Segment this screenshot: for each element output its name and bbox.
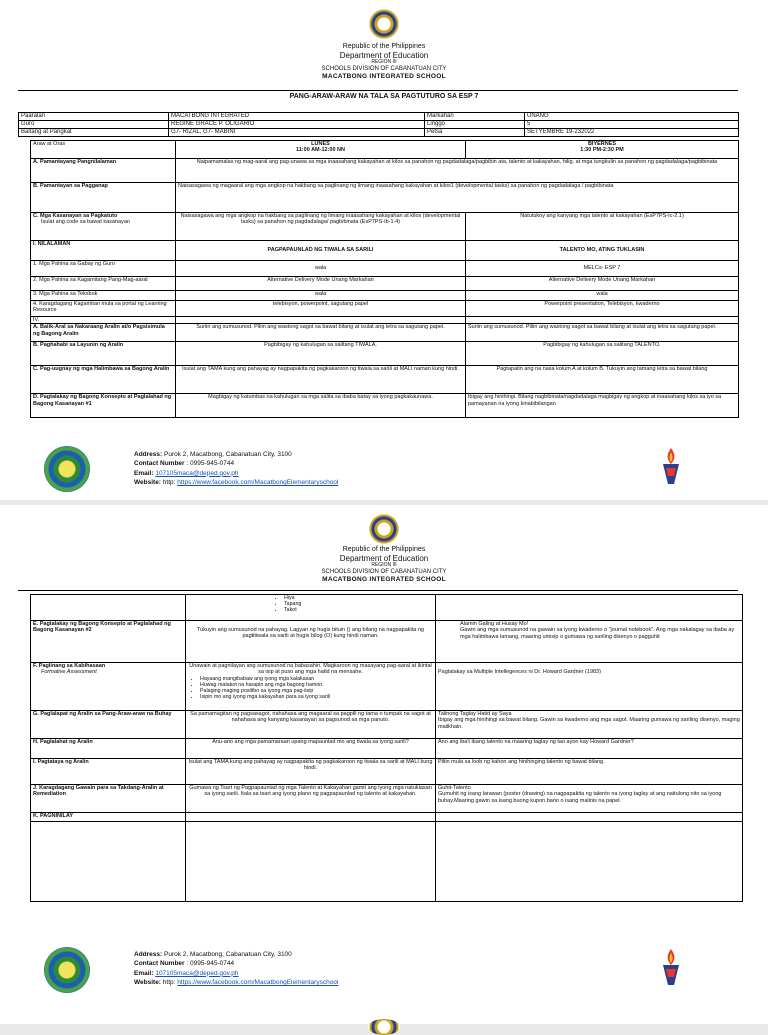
karagdagang-biyernes: Powerpoint presentation, Telebisyon, kwaderno <box>466 301 739 317</box>
kagamitang-label: 2. Mga Pahina sa Kagamitang Pang-Mag-aaral <box>31 277 176 291</box>
pagtataya-biyernes: Piliin mula sa loob ng kahon ang hinihinging talento ng bawat bilang. <box>436 759 743 785</box>
pagtalakay-1-label: D. Pagtalakay ng Bagong Konsepto at Paglalahad ng Bagong Kasanayan #1 <box>31 394 176 418</box>
letterhead-2 <box>0 546 768 583</box>
paglinang-lunes <box>186 663 436 711</box>
website-prefix-2: http: <box>160 979 178 987</box>
footer-contact <box>134 450 338 488</box>
kagamitang-biyernes: Alternative Delivery Mode Unang Markahan <box>466 277 739 291</box>
kasanayan-sub: Isulat ang code sa bawat kasanayan <box>41 219 130 226</box>
karagdagang-gawain-label: J. Karagdagang Gawain para sa Takdang-Aralin at Remediation <box>31 785 186 813</box>
region-line-2: REGION III <box>371 562 397 569</box>
teksbuk-biyernes: wala <box>466 291 739 301</box>
karagdagang-label: 4. Karagdagang Kagamitan mula sa portal ng Learning Resource <box>31 301 176 317</box>
pagninilay-body-biyernes <box>436 822 743 902</box>
pag-uugnay-label: C. Pag-uugnay ng mga Halimbawa sa Bagong Aralin <box>31 366 176 394</box>
email-link-2[interactable]: 107105maca@deped.gov.ph <box>155 969 239 977</box>
lunes-time: 11:00 AM-12:00 NN <box>295 147 345 154</box>
emotion-list <box>188 595 433 613</box>
kasanayan-biyernes: Natutukoy ang kanyang mga talento at kakayahan (EsP7PS-Ic-2.1) <box>466 213 739 241</box>
school-logo-icon-2 <box>44 947 90 993</box>
guro-value: REGINE GRACE P. OLIGARIO <box>169 121 425 129</box>
pagninilay-body-lunes <box>186 822 436 902</box>
lesson-plan-table <box>30 140 739 418</box>
address-label: Address: <box>134 451 163 458</box>
letterhead <box>0 43 768 80</box>
pagtalakay-1-biyernes: Ibigay ang hinihingi. Bilang nagbibinata/nagdadalaga magbigay ng angkop at inaasahang kilos sa iyo sa pamayanan na iyong kinabibilangan <box>466 394 739 418</box>
paglinang-biyernes: Pagtalakay sa Multiple Intellegences ni Dr. Howard Gardner (1983) <box>436 663 743 711</box>
gabay-guro-lunes: wala <box>176 261 466 277</box>
deped-seal-icon-3 <box>368 1019 400 1035</box>
pagninilay-label: K. PAGNINILAY <box>31 813 186 822</box>
contact-label-2: Contact Number <box>134 960 185 968</box>
teksbuk-label: 3. Mga Pahina sa Teksbuk <box>31 291 176 301</box>
footer-contact-2 <box>134 950 338 988</box>
linggo-label: Linggo <box>425 121 525 129</box>
pagtalakay-2-biyernes <box>436 621 743 663</box>
lesson-plan-table-2 <box>30 594 743 902</box>
pagtalakay-2-label: E. Pagtalakay ng Bagong Konsepto at Paglalahad ng Bagong Kasanayan #2 <box>31 621 186 663</box>
karagdagang-gawain-biyernes: Guhit-Talento Gumuhit ng isang larawan (poster (drawing) na nagpapakita ng talento na iyong taglay at ang naitulong nito sa iyong buhay.Maaring gawin sa isang buong kupon bano o isang malinis na papel. <box>436 785 743 813</box>
pagtataya-label: I. Pagtataya ng Aralin <box>31 759 186 785</box>
website-line <box>134 478 338 487</box>
pagninilay-body-label <box>31 822 186 902</box>
paaralan-value: MACATBONG INTEGRATED <box>169 113 425 121</box>
deped-seal-icon-2 <box>368 513 400 545</box>
deped-seal-icon <box>368 8 400 40</box>
info-table <box>18 112 739 137</box>
address-line <box>134 450 338 459</box>
bullets-lunes <box>186 595 436 621</box>
balik-aral-lunes: Suriin ang sumusunod. Piliin ang wastong sagot sa bawat bilang at isulat ang letra sa sagutang papel. <box>176 324 466 342</box>
department-line: Department of Education <box>339 51 429 61</box>
balik-aral-label: A. Balik-Aral sa Nakaraang Aralin at/o Pagsisimula ng Bagong Aralin <box>31 324 176 342</box>
republic-line: Republic of the Philippines <box>342 43 426 50</box>
nilalaman-biyernes: TALENTO MO, ATING TUKLASIN <box>466 241 739 261</box>
pagtalakay-2-lunes: Tukuyin ang sumusunod na pahayag. Lagyan ng hugis bituin () ang bilang na nagpapakita ng pagtitiwala sa sarili at hugis bilog (O) kung hindi naman. <box>186 621 436 663</box>
pagtataya-lunes: Isulat ang TAMA kung ang pahayag ay nagpapakita ng pagkakaroon ng tiwala sa sarili at MALI kung hindi. <box>186 759 436 785</box>
document-title: PANG-ARAW-ARAW NA TALA SA PAGTUTURO SA ESP 7 <box>289 93 479 100</box>
kasanayan-title: C. Mga Kasanayan sa Pagkatuto <box>33 213 118 219</box>
paglalahat-label: H. Paglalahat ng Aralin <box>31 739 186 759</box>
website-link-2[interactable]: https://www.facebook.com/MacatbongElementaryschool <box>177 979 339 987</box>
paglalapat-label: G. Paglalapat ng Aralin sa Pang-Araw-araw na Buhay <box>31 711 186 739</box>
paghahabi-label: B. Paghahabi sa Layunin ng Aralin <box>31 342 176 366</box>
baitang-label: Baitang at Pangkat <box>19 129 169 137</box>
pamantayang-pangnilalaman-text: Naipamamalas ng mag-aaral ang pag-unawa sa mga inaasahang kakayahan at kilos sa panahon ng pagdadalaga/pagbibin ata, talento at kakayahan, hilig, at mga tungkulin sa panahon ng pagdadalaga/pagbibinata <box>176 159 739 183</box>
address-value: Purok 2, Macatbong, Cabanatuan City, 3100 <box>162 451 292 458</box>
school-logo-icon <box>44 446 90 492</box>
pamamaraan-label: IV. <box>31 317 176 324</box>
paghahabi-biyernes: Pagbibigay ng kahulugan sa salitang TALENTO. <box>466 342 739 366</box>
nilalaman-label: I. NILALAMAN <box>31 241 176 261</box>
email-line-2 <box>134 969 338 978</box>
paaralan-label: Paaralan <box>19 113 169 121</box>
list-item: • Palaging maging positibo sa iyong mga pag-iisip <box>200 688 433 694</box>
pag-uugnay-biyernes: Pagtapatin ang na nasa kolum A at kolum B. Tukuyin ang tamang letra sa bawat bilang <box>466 366 739 394</box>
petsa-value: SETYEMBRE 19-232022 <box>525 129 739 137</box>
kagamitang-lunes: Alternative Delivery Mode Unang Markahan <box>176 277 466 291</box>
paglinang-list <box>188 676 433 700</box>
pagtalakay-1-lunes: Magbigay ng katumbas na kahulugan sa mga salita sa ibaba batay sa iyong pagkakaunawa. <box>176 394 466 418</box>
gabay-guro-biyernes: MELCs- ESP 7 <box>466 261 739 277</box>
website-label: Website: <box>134 479 161 487</box>
school-line-2: MACATBONG INTEGRATED SCHOOL <box>322 575 446 583</box>
paglalapat-biyernes: Talinong Taglay Hatid ay Saya Ibigay ang mga hinihingi sa bawat bilang. Gawin sa kwaderno ang mga sagot. Maaring gumawa ng sariling disenyo, maging malikhain. <box>436 711 743 739</box>
document-page-2 <box>0 505 768 1017</box>
address-line-2 <box>134 950 338 959</box>
pagtalakay-2-fri-title: Alamin Galing at Husay Mo! <box>460 621 529 627</box>
list-item: • Hiya <box>284 595 433 601</box>
paghahabi-lunes: Pagbibigay ng kahulugan sa salitang TIWALA. <box>176 342 466 366</box>
torch-logo-icon-2 <box>660 947 682 987</box>
araw-label: Araw at Oras <box>31 141 176 159</box>
lunes-day: LUNES <box>311 141 330 147</box>
email-link[interactable]: 107105maca@deped.gov.ph <box>155 469 239 477</box>
website-prefix: http: <box>160 479 178 487</box>
paglalahat-biyernes: Ano ang iba't ibang talento na maaring taglay ng tao ayon kay Howard Gardner? <box>436 739 743 759</box>
paglinang-title: F. Paglinang sa Kabihasaan <box>33 663 106 669</box>
header-divider-2 <box>18 590 738 591</box>
website-link[interactable]: https://www.facebook.com/MacatbongElementaryschool <box>177 479 339 487</box>
petsa-label: Petsa <box>425 129 525 137</box>
list-item: • Tapang <box>284 601 433 607</box>
bullets-biyernes <box>436 595 743 621</box>
baitang-value: G7- RIZAL, G7- MABINI <box>169 129 425 137</box>
paglalapat-lunes: Sa pamamagitan ng pagsasagot, nahahasa ang magaaral sa pagpili ng tama o tumpak na sagot at nahahasa ang kanyang kasanayan sa pagsunod sa mga panuto. <box>186 711 436 739</box>
teksbuk-lunes: wala <box>176 291 466 301</box>
nilalaman-lunes: PAGPAPAUNLAD NG TIWALA SA SARILI <box>176 241 466 261</box>
pamamaraan-lunes <box>176 317 466 324</box>
paglinang-sub: Formative Assessment <box>41 669 97 676</box>
paglinang-label <box>31 663 186 711</box>
contact-label: Contact Number <box>134 460 185 468</box>
lunes-header <box>176 141 466 159</box>
biyernes-header <box>466 141 739 159</box>
address-value-2: Purok 2, Macatbong, Cabanatuan City, 3100 <box>162 951 292 958</box>
division-line-2: SCHOOLS DIVISION OF CABANATUAN CITY <box>321 568 447 575</box>
contact-line-2 <box>134 959 338 968</box>
document-page-1 <box>0 0 768 500</box>
list-item: • Isipin mo ang iyong mga kakayahan para sa iyong sarili <box>200 694 433 700</box>
karagdagang-gawain-lunes: Gumawa ng Tsart ng Pagpapaunlad ng mga Talento at Kakayahan gamit ang iyong mga natuklasan sa iyong sarili. Itala sa tsart ang iyong plano ng pagpapaunlad ng talento at kakayahan. <box>186 785 436 813</box>
email-label: Email: <box>134 469 154 477</box>
gabay-guro-label: 1. Mga Pahina sa Gabay ng Guro <box>31 261 176 277</box>
torch-logo-icon <box>660 446 682 486</box>
website-label-2: Website: <box>134 979 161 987</box>
list-item: • Takot <box>284 607 433 613</box>
contact-value-2: : 0995-945-0744 <box>184 960 235 968</box>
website-line-2 <box>134 978 338 987</box>
paglalahat-lunes: Anu-ano ang mga pamamaraan upang mapaunlad mo ang tiwala sa iyong sarili? <box>186 739 436 759</box>
kasanayan-lunes: Naisasagawa ang mga angkop na hakbang sa paglinang ng limang inaasahang kakayahan at kilos (developmental tasks) sa panahon ng pagdadalaga/ pagbibinata (EsP7PS-Ib-1.4) <box>176 213 466 241</box>
pamantayang-pangnilalaman-label: A. Pamantayang Pangnilalaman <box>31 159 176 183</box>
list-item: • Hayaang mangibabaw ang iyong mga kalakasan <box>200 676 433 682</box>
pagtalakay-2-fri-text: Gawin ang mga sumusunod na gawain sa iyong kwaderno o "journal notebook". Ang mga nakalagay sa ibaba ay mga halimbawa lamang, maaring umisip o gumawa ng sariling disenyo o pagguhit <box>460 627 735 640</box>
republic-line-2: Republic of the Philippines <box>342 546 426 553</box>
pag-uugnay-lunes: Isulat ang TAMA kung ang pahayag ay nagpapakita ng pagkakaroon ng tiwala sa sarili at MALI naman kung hindi. <box>176 366 466 394</box>
contact-value: : 0995-945-0744 <box>184 460 235 468</box>
kasanayan-label <box>31 213 176 241</box>
pagninilay-lunes <box>186 813 436 822</box>
paglinang-lunes-text: Unawain at pagnilayan ang sumusunod na babasahin. Magkaroon ng masayang pag-aaral at ikintal sa isip at puso ang mga hatid na mensahe. <box>189 663 432 676</box>
biyernes-time: 1:30 PM-2:30 PM <box>580 147 624 154</box>
list-item: • Huwag matakot na harapin ang mga bagong hamon. <box>200 682 433 688</box>
markahan-label: Markahan <box>425 113 525 121</box>
karagdagang-lunes: telebisyon, powerpoint, sagutang papel <box>176 301 466 317</box>
pamantayan-sa-pagganap-text: Naisasagawa ng magaaral ang mga angkop na hakbang sa paglinang ng limang inaasahang kakayahan at kilos1 (developmental tasks) sa panahon ng pagdadalaga / pagbibinata <box>176 183 739 213</box>
linggo-value: 5 <box>525 121 739 129</box>
school-line: MACATBONG INTEGRATED SCHOOL <box>322 72 446 80</box>
pamamaraan-biyernes <box>466 317 739 324</box>
email-line <box>134 469 338 478</box>
biyernes-day: BIYERNES <box>587 141 617 147</box>
department-line-2: Department of Education <box>339 554 429 564</box>
division-line: SCHOOLS DIVISION OF CABANATUAN CITY <box>321 65 447 72</box>
pagninilay-biyernes <box>436 813 743 822</box>
email-label-2: Email: <box>134 969 154 977</box>
guro-label: Guro <box>19 121 169 129</box>
balik-aral-biyernes: Suriin ang sumusunod. Piliin ang wastong sagot sa bawat bilang at isulat ang letra sa sagutang papel. <box>466 324 739 342</box>
address-label-2: Address: <box>134 951 163 958</box>
pamantayan-sa-pagganap-label: B. Pamantayan sa Pagganap <box>31 183 176 213</box>
region-line: REGION III <box>371 59 397 66</box>
document-page-3 <box>0 1017 768 1024</box>
markahan-value: UNANG <box>525 113 739 121</box>
header-divider <box>18 90 738 91</box>
contact-line <box>134 459 338 468</box>
bullets-label <box>31 595 186 621</box>
